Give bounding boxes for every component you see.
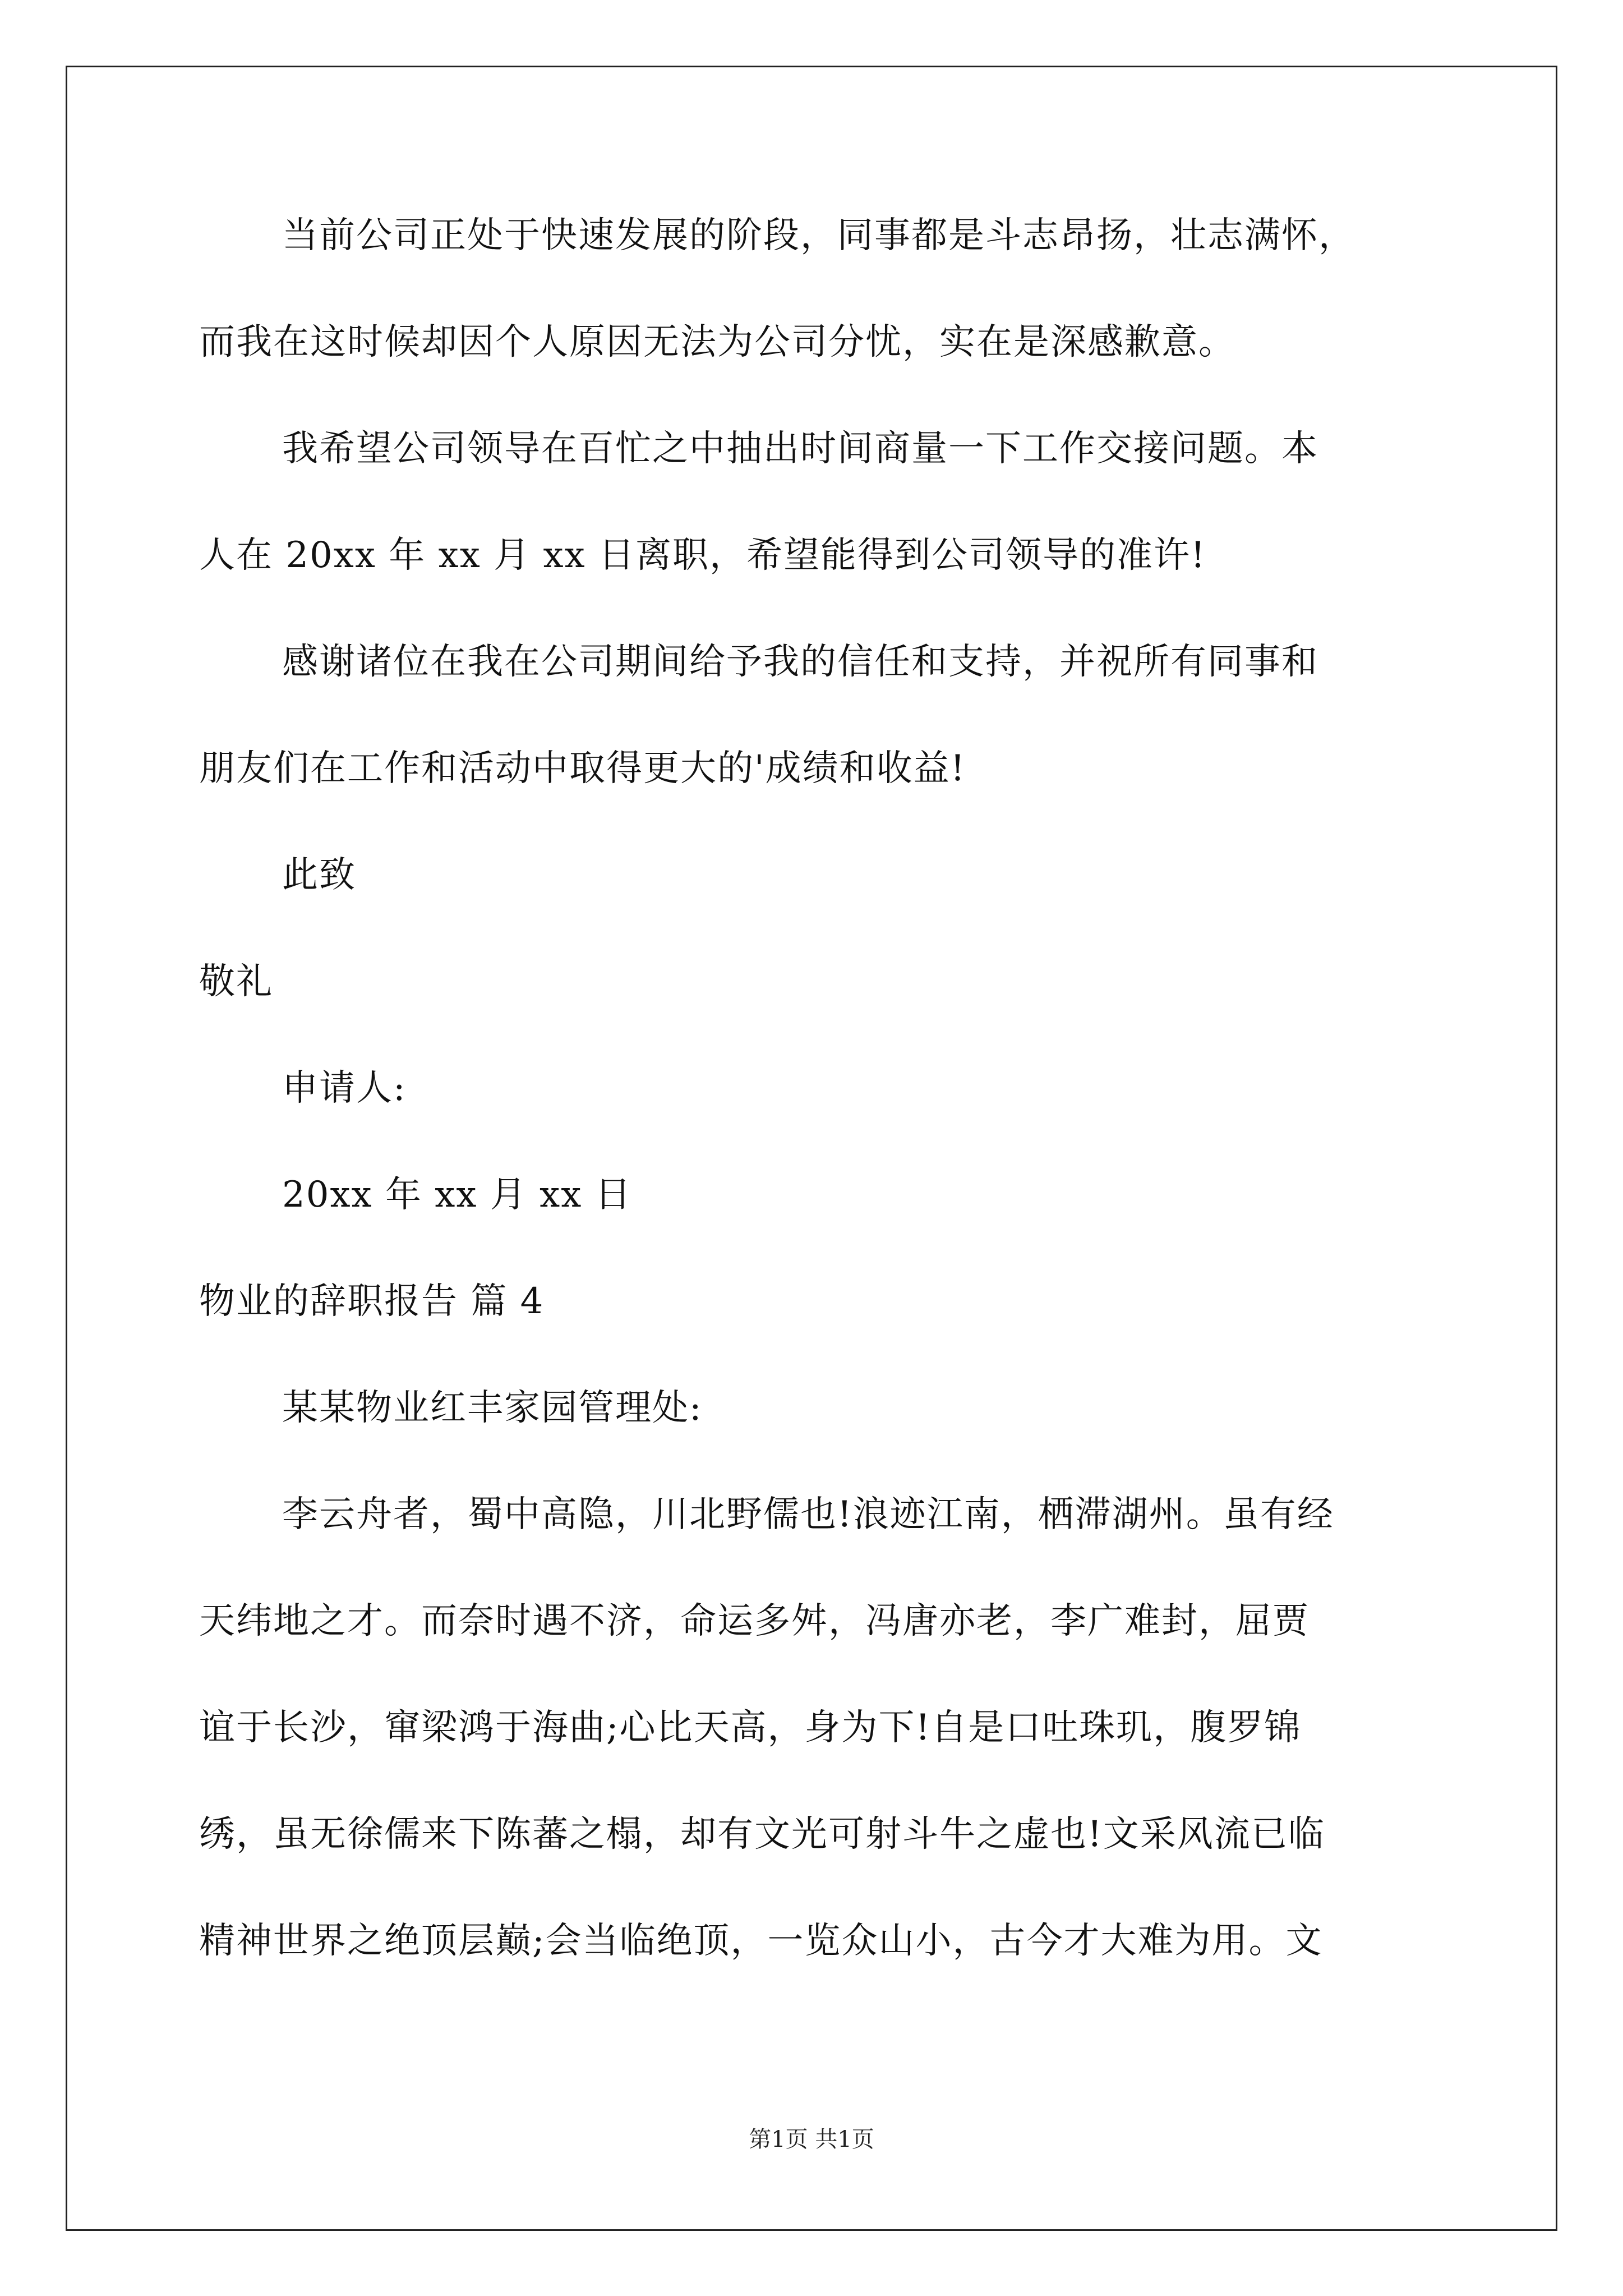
salutation-line: 敬礼 [199, 961, 273, 1002]
paragraph-line: 当前公司正处于快速发展的阶段，同事都是斗志昂扬，壮志满怀， [282, 215, 1355, 256]
document-body [199, 213, 1433, 2025]
recipient-line: 某某物业红丰家园管理处: [282, 1387, 703, 1429]
applicant-label: 申请人: [282, 1068, 407, 1109]
paragraph-line: 感谢诸位在我在公司期间给予我的信任和支持，并祝所有同事和 [282, 641, 1318, 683]
section-heading: 物业的辞职报告 篇 4 [199, 1281, 545, 1322]
paragraph-line: 精神世界之绝顶层巅;会当临绝顶，一览众山小，古今才大难为用。文 [199, 1920, 1323, 1962]
paragraph-line: 绣，虽无徐儒来下陈蕃之榻，却有文光可射斗牛之虚也!文采风流已临 [199, 1814, 1325, 1855]
paragraph-line: 而我在这时候却因个人原因无法为公司分忧，实在是深感歉意。 [199, 321, 1235, 363]
salutation-line: 此致 [282, 854, 356, 896]
paragraph-line: 人在 20xx 年 xx 月 xx 日离职，希望能得到公司领导的准许! [199, 535, 1206, 576]
paragraph-line: 朋友们在工作和活动中取得更大的'成绩和收益! [199, 748, 966, 789]
paragraph-line: 天纬地之才。而奈时遇不济，命运多舛，冯唐亦老，李广难封，屈贾 [199, 1600, 1310, 1642]
paragraph-line: 谊于长沙，窜梁鸿于海曲;心比天高，身为下!自是口吐珠玑，腹罗锦 [199, 1707, 1302, 1749]
paragraph-line: 我希望公司领导在百忙之中抽出时间商量一下工作交接问题。本 [282, 428, 1318, 470]
page-number-footer: 第1页 共1页 [749, 2127, 874, 2152]
date-line: 20xx 年 xx 月 xx 日 [282, 1174, 632, 1216]
paragraph-line: 李云舟者，蜀中高隐，川北野儒也!浪迹江南，栖滞湖州。虽有经 [282, 1494, 1334, 1535]
